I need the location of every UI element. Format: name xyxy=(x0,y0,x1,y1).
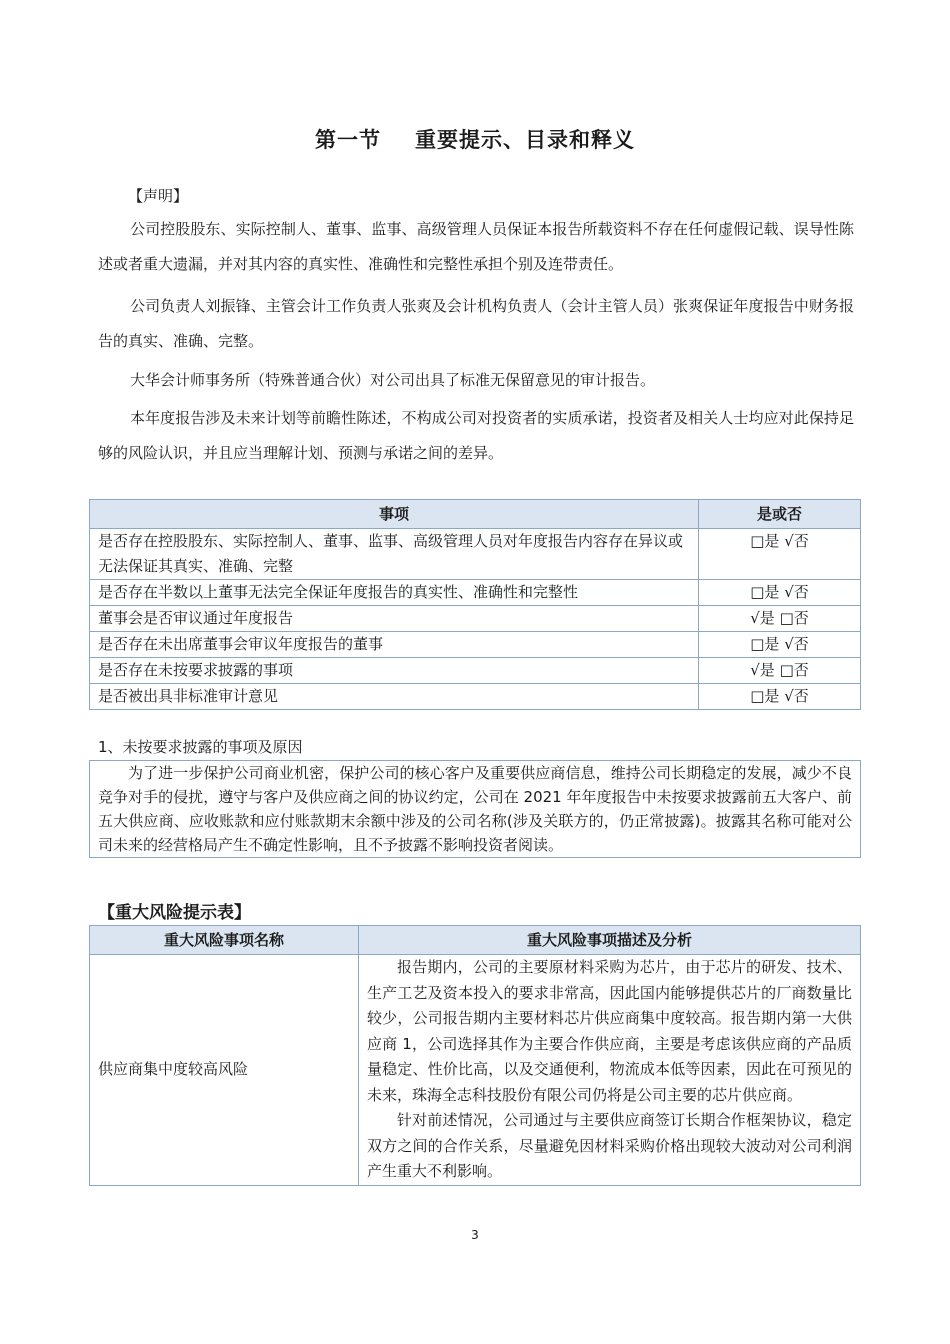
undisclosed-reason: 为了进一步保护公司商业机密，保护公司的核心客户及重要供应商信息，维持公司长期稳定的发展，减少不良竞争对手的侵扰，遵守与客户及供应商之间的协议约定，公司在 2021 年年度报告中未按要求披露前五大客户、前五大供应商、应收账款和应付账款期末余额中涉及的公司名称(涉及关联方的，仍正常披露)。披露其名称可能对公司未来的经营格局产生不确定性影响，且不予披露不影响投资者阅读。 xyxy=(89,760,861,858)
risk-header-desc: 重大风险事项描述及分析 xyxy=(359,926,861,955)
risk-desc-paragraph-2: 针对前述情况，公司通过与主要供应商签订长期合作框架协议，稳定双方之间的合作关系，尽量避免因材料采购价格出现较大波动对公司利润产生重大不利影响。 xyxy=(367,1111,852,1180)
risk-description xyxy=(359,955,861,1186)
risk-table xyxy=(89,925,861,1186)
matter-answer: □是 √否 xyxy=(699,529,861,580)
page-number: 3 xyxy=(471,1228,479,1242)
risk-header-name: 重大风险事项名称 xyxy=(90,926,359,955)
matters-table xyxy=(89,499,861,710)
matter-answer: □是 √否 xyxy=(699,684,861,710)
table-row xyxy=(90,684,861,710)
matter-answer: √是 □否 xyxy=(699,658,861,684)
matter-item: 是否被出具非标准审计意见 xyxy=(90,684,699,710)
matter-answer: √是 □否 xyxy=(699,606,861,632)
table-row xyxy=(90,529,861,580)
table-row xyxy=(90,658,861,684)
matter-item: 是否存在半数以上董事无法完全保证年度报告的真实性、准确性和完整性 xyxy=(90,580,699,606)
matter-answer: □是 √否 xyxy=(699,632,861,658)
matter-item: 是否存在未出席董事会审议年度报告的董事 xyxy=(90,632,699,658)
section-title xyxy=(0,124,950,154)
declaration-label: 【声明】 xyxy=(128,187,189,205)
undisclosed-title: 1、未按要求披露的事项及原因 xyxy=(98,738,303,756)
matter-item: 是否存在未按要求披露的事项 xyxy=(90,658,699,684)
section-heading: 重要提示、目录和释义 xyxy=(415,128,635,152)
risk-desc-paragraph-1: 报告期内，公司的主要原材料采购为芯片，由于芯片的研发、技术、生产工艺及资本投入的要求非常高，因此国内能够提供芯片的厂商数量比较少，公司报告期内主要材料芯片供应商集中度较高。报告期内第一大供应商 1，公司选择其作为主要合作供应商，主要是考虑该供应商的产品质量稳定、性价比高，以及交通便利，物流成本低等因素，因此在可预见的未来，珠海全志科技股份有限公司仍将是公司主要的芯片供应商。 xyxy=(367,958,852,1104)
paragraph-3: 大华会计师事务所（特殊普通合伙）对公司出具了标准无保留意见的审计报告。 xyxy=(130,371,656,389)
paragraph-2: 公司负责人刘振锋、主管会计工作负责人张爽及会计机构负责人（会计主管人员）张爽保证年度报告中财务报告的真实、准确、完整。 xyxy=(98,297,854,350)
matter-item: 董事会是否审议通过年度报告 xyxy=(90,606,699,632)
matters-header-answer: 是或否 xyxy=(699,500,861,529)
matters-header-item: 事项 xyxy=(90,500,699,529)
paragraph-4: 本年度报告涉及未来计划等前瞻性陈述，不构成公司对投资者的实质承诺，投资者及相关人士均应对此保持足够的风险认识，并且应当理解计划、预测与承诺之间的差异。 xyxy=(98,409,854,462)
risk-table-title: 【重大风险提示表】 xyxy=(98,903,251,923)
table-row xyxy=(90,632,861,658)
matter-answer: □是 √否 xyxy=(699,580,861,606)
table-row xyxy=(90,955,861,1186)
table-row xyxy=(90,606,861,632)
section-number: 第一节 xyxy=(315,128,381,152)
matter-item: 是否存在控股股东、实际控制人、董事、监事、高级管理人员对年度报告内容存在异议或无法保证其真实、准确、完整 xyxy=(90,529,699,580)
paragraph-1: 公司控股股东、实际控制人、董事、监事、高级管理人员保证本报告所载资料不存在任何虚假记载、误导性陈述或者重大遗漏，并对其内容的真实性、准确性和完整性承担个别及连带责任。 xyxy=(98,220,854,273)
table-row xyxy=(90,580,861,606)
risk-name: 供应商集中度较高风险 xyxy=(90,955,359,1186)
